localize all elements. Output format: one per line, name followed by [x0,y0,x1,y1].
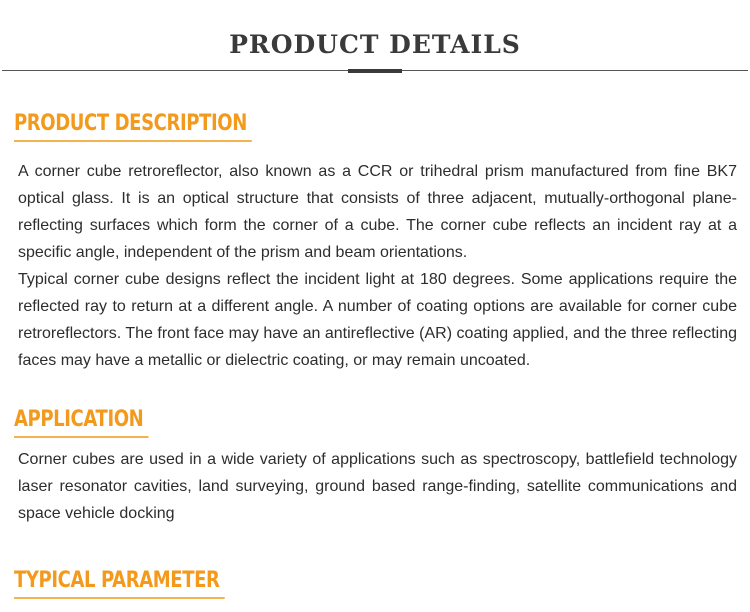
product-description-text [18,158,737,374]
header-accent-bar [348,69,402,73]
page-header [0,0,750,80]
description-paragraph-2: Typical corner cube designs reflect the incident light at 180 degrees. Some applications require the reflected ray to return at a different angle. A number of coating options are available for corner cube retroreflectors. The front face may have an antireflective (AR) coating applied, and the three reflecting faces may have a metallic or dielectric coating, or may remain uncoated. [18,271,737,369]
application-heading [14,406,145,438]
product-description-heading [14,110,249,142]
page-title: PRODUCT DETAILS [229,30,521,59]
application-heading-underline [14,436,148,438]
application-heading-label: APPLICATION [14,407,144,432]
product-description-heading-label: PRODUCT DESCRIPTION [14,111,247,136]
product-description-heading-underline [14,140,252,142]
typical-parameter-heading-label: TYPICAL PARAMETER [14,568,220,593]
typical-parameter-heading [14,567,221,599]
application-text [18,446,737,527]
typical-parameter-heading-underline [14,597,224,599]
description-paragraph-1: A corner cube retroreflector, also known as a CCR or trihedral prism manufactured from fine BK7 optical glass. It is an optical structure that consists of three adjacent, mutually-orthogonal plane-reflecting surfaces which form the corner of a cube. The corner cube reflects an incident ray at a specific angle, independent of the prism and beam orientations. [18,163,737,261]
application-paragraph: Corner cubes are used in a wide variety of applications such as spectroscopy, battlefield technology laser resonator cavities, land surveying, ground based range-finding, satellite communications and space vehicle docking [18,451,737,522]
